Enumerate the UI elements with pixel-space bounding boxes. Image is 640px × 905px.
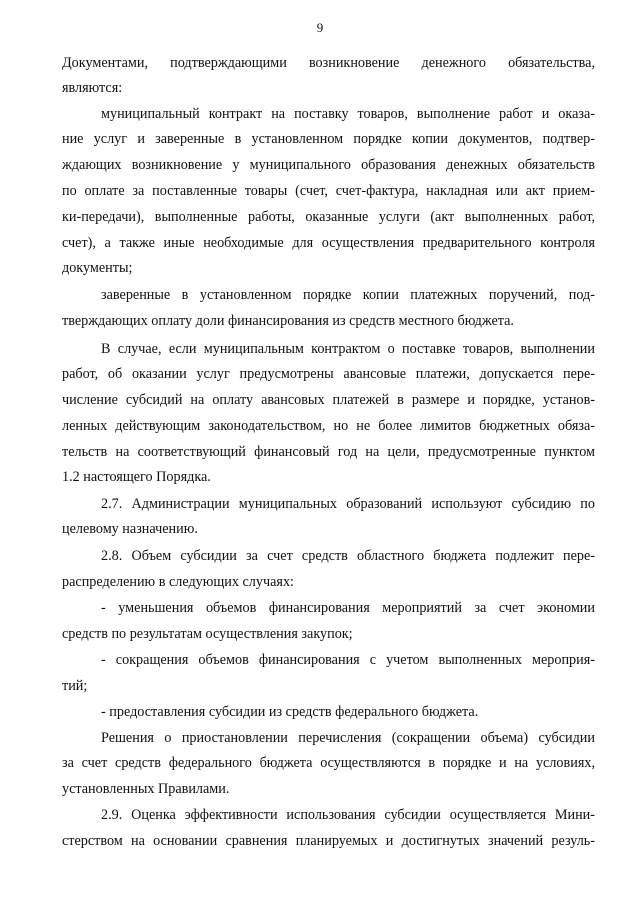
text-line: - сокращения объемов финансирования с учетом выполненных мероприя-	[101, 652, 595, 668]
text-line: муниципальный контракт на поставку товаров, выполнение работ и оказа-	[101, 106, 595, 122]
text-line: 2.8. Объем субсидии за счет средств областного бюджета подлежит пере-	[101, 548, 595, 564]
text-line: Документами, подтверждающими возникновение денежного обязательства,	[62, 55, 595, 71]
text-line: 2.7. Администрации муниципальных образований используют субсидию по	[101, 496, 595, 512]
text-line: за счет средств федерального бюджета осуществляются в порядке и на условиях,	[62, 755, 595, 771]
text-line: числение субсидий на оплату авансовых платежей в размере и порядке, установ-	[62, 392, 595, 408]
text-line: заверенные в установленном порядке копии платежных поручений, под-	[101, 287, 595, 303]
text-line: 1.2 настоящего Порядка.	[62, 469, 211, 485]
text-line: тверждающих оплату доли финансирования из средств местного бюджета.	[62, 313, 514, 329]
text-line: - уменьшения объемов финансирования мероприятий за счет экономии	[101, 600, 595, 616]
text-line: ние услуг и заверенные в установленном порядке копии документов, подтвер-	[62, 131, 595, 147]
text-line: являются:	[62, 80, 123, 96]
text-line: по оплате за поставленные товары (счет, счет-фактура, накладная или акт прием-	[62, 183, 595, 199]
page-number: 9	[316, 20, 324, 35]
text-line: ленных действующим законодательством, но не более лимитов бюджетных обяза-	[62, 418, 595, 434]
text-line: тельств на соответствующий финансовый год на цели, предусмотренные пунктом	[62, 444, 595, 460]
text-line: Решения о приостановлении перечисления (сокращении объема) субсидии	[101, 730, 595, 746]
text-line: стерством на основании сравнения планируемых и достигнутых значений резуль-	[62, 833, 595, 849]
text-line: - предоставления субсидии из средств федерального бюджета.	[101, 704, 479, 720]
text-line: документы;	[62, 260, 133, 276]
text-line: В случае, если муниципальным контрактом о поставке товаров, выполнении	[101, 341, 595, 357]
text-line: счет), а также иные необходимые для осуществления предварительного контроля	[62, 235, 595, 251]
text-line: 2.9. Оценка эффективности использования субсидии осуществляется Мини-	[101, 807, 595, 823]
text-line: распределению в следующих случаях:	[62, 574, 294, 590]
text-line: установленных Правилами.	[62, 781, 230, 797]
text-line: ждающих возникновение у муниципального образования денежных обязательств	[62, 157, 595, 173]
text-line: работ, об оказании услуг предусмотрены авансовые платежи, допускается пере-	[62, 366, 595, 382]
text-line: средств по результатам осуществления закупок;	[62, 626, 353, 642]
text-line: ки-передачи), выполненные работы, оказанные услуги (акт выполненных работ,	[62, 209, 595, 225]
text-line: тий;	[62, 678, 88, 694]
text-line: целевому назначению.	[62, 521, 198, 537]
